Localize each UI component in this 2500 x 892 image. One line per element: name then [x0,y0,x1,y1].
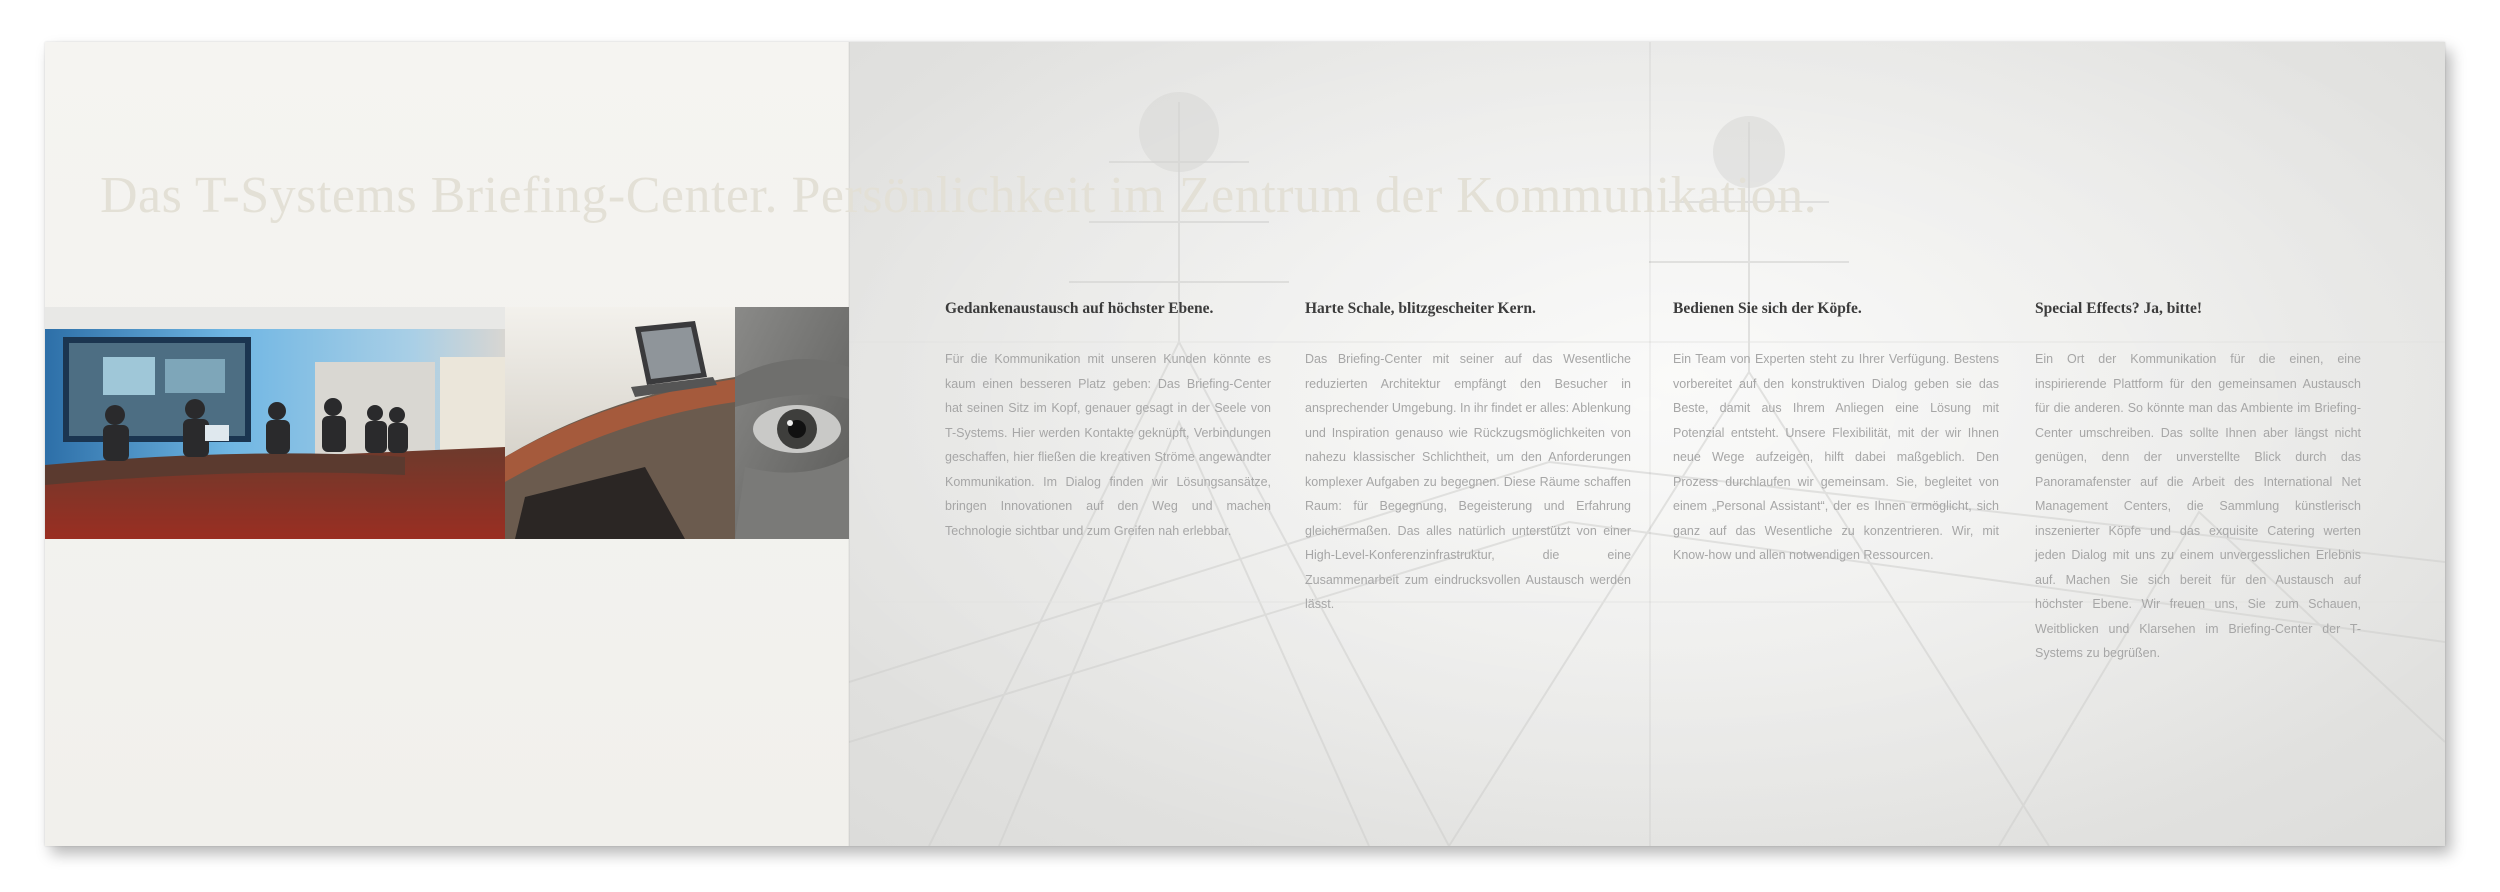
column-4 [2035,300,2361,666]
page-headline: Das T-Systems Briefing-Center. Persönlichkeit im Zentrum der Kommunikation. [100,167,1818,224]
brochure-spread [45,42,2445,846]
column-title: Special Effects? Ja, bitte! [2035,300,2203,317]
column-1 [945,300,1271,543]
column-title: Bedienen Sie sich der Köpfe. [1673,300,1862,317]
column-title: Gedankenaustausch auf höchster Ebene. [945,300,1214,317]
column-body: Das Briefing-Center mit seiner auf das Wesentliche reduzierten Architektur empfängt den Besucher in ansprechender Umgebung. In ihr findet er alles: Ablenkung und Inspiration genauso wie Rückzugsmöglichkeiten von nahezu klassischer Schlichtheit, um den Anforderungen komplexer Aufgaben zu begegnen. Diese Räume schaffen Raum: für Begegnung, Begeisterung und Erfahrung gleichermaßen. Das alles natürlich unterstützt von einer High-Level-Konferenzinfrastruktur, die eine Zusammenarbeit zum eindrucksvollen Austausch werden lässt. [1305,352,1631,611]
column-body: Ein Team von Experten steht zu Ihrer Verfügung. Bestens vorbereitet auf den konstruktiven Dialog geben sie das Beste, damit aus Ihrem Anliegen eine Lösung mit Potenzial entsteht. Unsere Flexibilität, mit der wir Ihnen neue Wege aufzeigen, hilft dabei maßgeblich. Den Prozess durchlaufen wir gemeinsam. Sie, begleitet von einem „Personal Assistant“, der es Ihnen ermöglicht, sich ganz auf das Wesentliche zu konzentrieren. Wir, mit Know-how und allen notwendigen Ressourcen. [1673,352,1999,562]
conference-room-photo [45,307,849,539]
fold-line [1649,42,1651,846]
column-3 [1673,300,1999,568]
column-body: Für die Kommunikation mit unseren Kunden könnte es kaum einen besseren Platz geben: Das Briefing-Center hat seinen Sitz im Kopf, genauer gesagt in der Seele von T-Systems. Hier werden Kontakte geknüpft, Verbindungen geschaffen, hier fließen die kreativen Ströme angewandter Kommunikation. Im Dialog finden wir Lösungsansätze, bringen Innovationen auf den Weg und machen Technologie sichtbar und zum Greifen nah erlebbar. [945,352,1271,538]
column-title: Harte Schale, blitzgescheiter Kern. [1305,300,1536,317]
column-body: Ein Ort der Kommunikation für die einen, eine inspirierende Plattform für den gemeinsamen Austausch für die anderen. So könnte man das Ambiente im Briefing-Center umschreiben. Das sollte Ihnen aber längst nicht genügen, denn der unverstellte Blick durch das Panoramafenster auf die Arbeit des International Net Management Centers, die Sammlung künstlerisch inszenierter Köpfe und das exquisite Catering werten jeden Dialog mit uns zu einem unvergesslichen Erlebnis auf. Machen Sie sich bereit für den Austausch auf höchster Ebene. Wir freuen uns, Sie zum Schauen, Weitblicken und Klarsehen im Briefing-Center der T-Systems zu begrüßen. [2035,352,2361,660]
photo-strip [45,307,849,539]
column-2 [1305,300,1631,617]
